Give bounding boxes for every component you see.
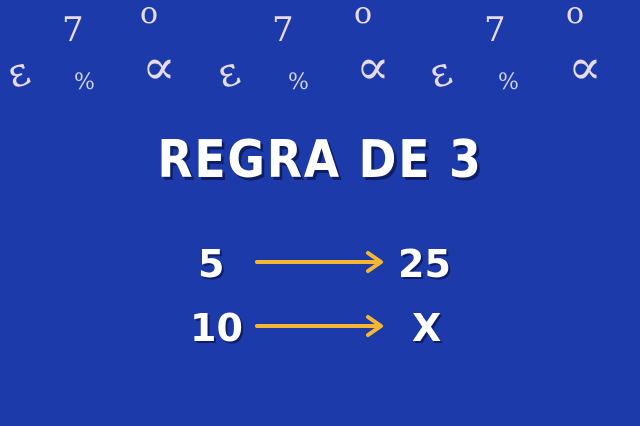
seven-symbol-icon: 7: [272, 10, 294, 50]
epsilon-symbol-icon: ε: [0, 47, 36, 99]
row-2-left-value: 10: [190, 306, 243, 350]
row-1-right-value: 25: [398, 242, 451, 286]
row-1-left-value: 5: [198, 242, 225, 286]
row-1-arrow-icon: [255, 250, 387, 274]
epsilon-symbol-icon: ε: [422, 47, 458, 99]
percent-symbol-icon: %: [498, 70, 519, 95]
math-symbols-decoration: [0, 0, 640, 110]
proportional-symbol-icon: ∝: [356, 38, 390, 96]
page-title: REGRA DE 3: [157, 130, 483, 190]
proportional-symbol-icon: ∝: [142, 38, 176, 96]
row-2-arrow-icon: [255, 314, 387, 338]
seven-symbol-icon: 7: [62, 10, 84, 50]
row-2-right-value: X: [412, 306, 442, 350]
zero-symbol-icon: o: [566, 0, 585, 31]
seven-symbol-icon: 7: [484, 10, 506, 50]
zero-symbol-icon: o: [354, 0, 373, 31]
proportional-symbol-icon: ∝: [568, 38, 602, 96]
percent-symbol-icon: %: [74, 70, 95, 95]
epsilon-symbol-icon: ε: [210, 47, 246, 99]
zero-symbol-icon: o: [140, 0, 159, 31]
percent-symbol-icon: %: [288, 70, 309, 95]
